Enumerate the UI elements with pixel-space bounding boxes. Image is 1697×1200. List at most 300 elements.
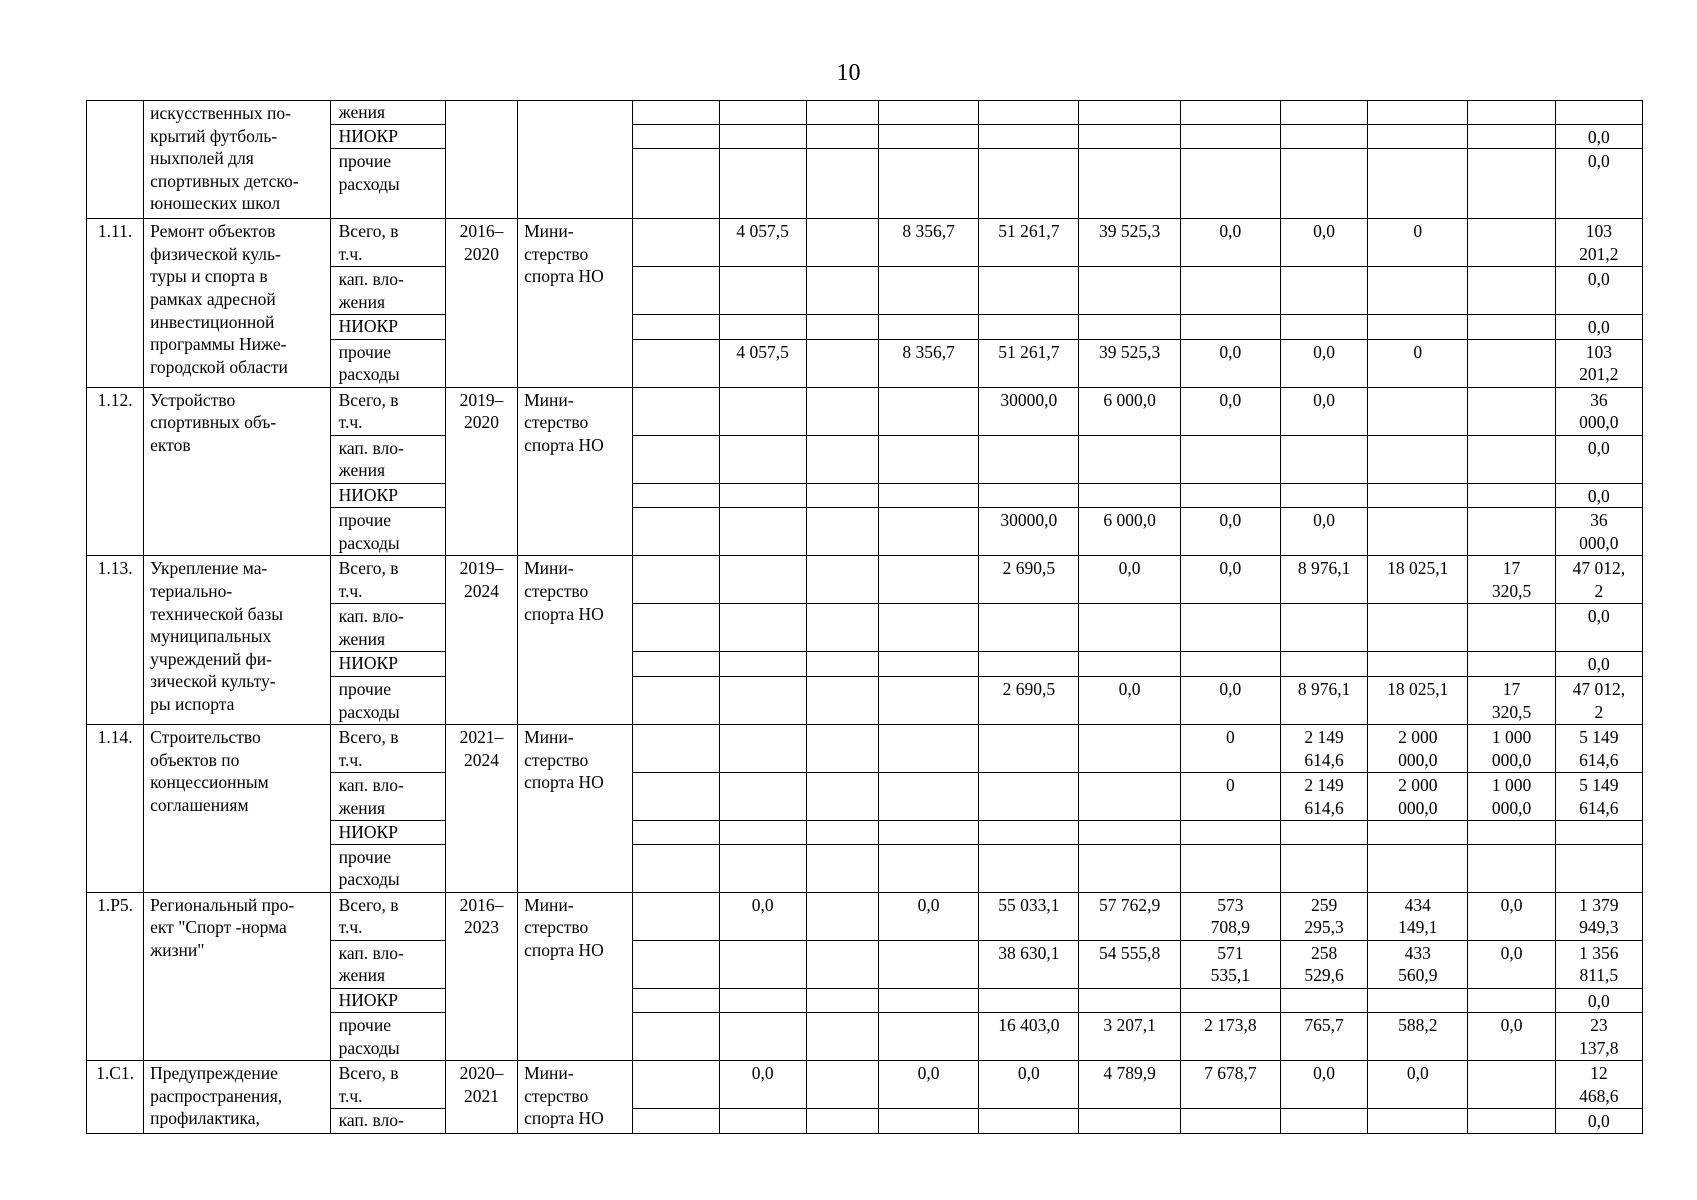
value-cell bbox=[979, 988, 1079, 1013]
value-cell: 0 bbox=[1180, 724, 1280, 772]
value-cell: 0,0 bbox=[719, 892, 806, 940]
value-cell bbox=[1468, 604, 1555, 652]
row-years: 2016– 2020 bbox=[445, 219, 517, 388]
value-cell: 8 976,1 bbox=[1280, 676, 1367, 724]
row-category: кап. вло- жения bbox=[330, 772, 445, 820]
value-cell bbox=[1468, 820, 1555, 844]
value-cell bbox=[1180, 124, 1280, 149]
value-cell bbox=[806, 892, 878, 940]
row-years: 2020– 2021 bbox=[445, 1061, 517, 1134]
value-cell bbox=[719, 124, 806, 149]
row-category: Всего, в т.ч. bbox=[330, 556, 445, 604]
value-cell bbox=[1280, 315, 1367, 340]
value-cell: 2 000 000,0 bbox=[1368, 772, 1468, 820]
row-category: жения bbox=[330, 101, 445, 125]
value-cell bbox=[1079, 267, 1180, 315]
value-cell bbox=[1180, 483, 1280, 508]
row-name: Устройство спортивных объ- ектов bbox=[144, 387, 330, 556]
row-executor: Мини- стерство спорта НО bbox=[518, 219, 633, 388]
row-years bbox=[445, 101, 517, 219]
value-cell bbox=[878, 604, 978, 652]
value-cell: 8 356,7 bbox=[878, 339, 978, 387]
value-cell: 18 025,1 bbox=[1368, 676, 1468, 724]
value-cell bbox=[979, 772, 1079, 820]
row-name: искусственных по- крытий футболь- ныхполей для спортивных детско- юношеских школ bbox=[144, 101, 330, 219]
value-cell bbox=[806, 124, 878, 149]
row-code bbox=[87, 101, 144, 219]
table-row bbox=[87, 387, 1643, 435]
value-cell bbox=[1079, 101, 1180, 125]
value-cell bbox=[633, 339, 719, 387]
value-cell bbox=[719, 1109, 806, 1134]
value-cell: 0,0 bbox=[1180, 219, 1280, 267]
row-category: кап. вло- жения bbox=[330, 267, 445, 315]
value-cell bbox=[719, 508, 806, 556]
value-cell: 30000,0 bbox=[979, 387, 1079, 435]
value-cell bbox=[633, 435, 719, 483]
value-cell bbox=[1468, 483, 1555, 508]
value-cell bbox=[979, 724, 1079, 772]
value-cell: 18 025,1 bbox=[1368, 556, 1468, 604]
value-cell bbox=[1468, 124, 1555, 149]
value-cell: 0,0 bbox=[979, 1061, 1079, 1109]
value-cell: 573 708,9 bbox=[1180, 892, 1280, 940]
value-cell bbox=[878, 315, 978, 340]
value-cell bbox=[878, 1013, 978, 1061]
value-cell bbox=[1368, 604, 1468, 652]
value-cell bbox=[1368, 387, 1468, 435]
value-cell bbox=[633, 652, 719, 677]
value-cell bbox=[1180, 101, 1280, 125]
row-executor bbox=[518, 101, 633, 219]
value-cell bbox=[1468, 988, 1555, 1013]
value-cell bbox=[719, 435, 806, 483]
value-cell bbox=[633, 820, 719, 844]
value-cell: 0 bbox=[1368, 219, 1468, 267]
value-cell: 8 356,7 bbox=[878, 219, 978, 267]
value-cell: 0,0 bbox=[1555, 435, 1642, 483]
value-cell bbox=[806, 604, 878, 652]
value-cell bbox=[633, 988, 719, 1013]
value-cell bbox=[633, 940, 719, 988]
value-cell: 0,0 bbox=[878, 892, 978, 940]
value-cell bbox=[1079, 844, 1180, 892]
value-cell bbox=[878, 508, 978, 556]
value-cell: 38 630,1 bbox=[979, 940, 1079, 988]
value-cell: 1 356 811,5 bbox=[1555, 940, 1642, 988]
value-cell bbox=[1079, 1109, 1180, 1134]
value-cell: 7 678,7 bbox=[1180, 1061, 1280, 1109]
value-cell bbox=[633, 1061, 719, 1109]
value-cell bbox=[633, 772, 719, 820]
value-cell bbox=[979, 1109, 1079, 1134]
value-cell: 0,0 bbox=[1280, 1061, 1367, 1109]
value-cell bbox=[1280, 267, 1367, 315]
value-cell bbox=[719, 101, 806, 125]
value-cell: 2 000 000,0 bbox=[1368, 724, 1468, 772]
value-cell: 16 403,0 bbox=[979, 1013, 1079, 1061]
value-cell bbox=[1079, 149, 1180, 219]
value-cell bbox=[1368, 315, 1468, 340]
value-cell bbox=[806, 1061, 878, 1109]
value-cell bbox=[633, 315, 719, 340]
value-cell bbox=[806, 149, 878, 219]
row-code: 1.11. bbox=[87, 219, 144, 388]
value-cell bbox=[633, 101, 719, 125]
value-cell bbox=[979, 483, 1079, 508]
value-cell bbox=[979, 315, 1079, 340]
value-cell: 4 057,5 bbox=[719, 339, 806, 387]
row-executor: Мини- стерство спорта НО bbox=[518, 387, 633, 556]
value-cell: 36 000,0 bbox=[1555, 508, 1642, 556]
value-cell: 36 000,0 bbox=[1555, 387, 1642, 435]
row-category: прочие расходы bbox=[330, 1013, 445, 1061]
value-cell: 0,0 bbox=[1555, 315, 1642, 340]
value-cell bbox=[806, 988, 878, 1013]
value-cell: 2 690,5 bbox=[979, 556, 1079, 604]
value-cell bbox=[1555, 101, 1642, 125]
value-cell: 47 012, 2 bbox=[1555, 676, 1642, 724]
row-name: Укрепление ма- териально- технической базы муниципальных учреждений фи- зической культу- ры испорта bbox=[144, 556, 330, 725]
row-years: 2019– 2024 bbox=[445, 556, 517, 725]
value-cell: 0,0 bbox=[1555, 267, 1642, 315]
table-row bbox=[87, 1061, 1643, 1109]
row-category: кап. вло- жения bbox=[330, 604, 445, 652]
value-cell bbox=[1079, 315, 1180, 340]
value-cell: 0,0 bbox=[1468, 940, 1555, 988]
value-cell bbox=[719, 724, 806, 772]
value-cell bbox=[1079, 724, 1180, 772]
value-cell bbox=[1468, 1061, 1555, 1109]
value-cell bbox=[1079, 772, 1180, 820]
value-cell: 1 000 000,0 bbox=[1468, 772, 1555, 820]
value-cell bbox=[1280, 652, 1367, 677]
value-cell: 765,7 bbox=[1280, 1013, 1367, 1061]
value-cell: 0,0 bbox=[878, 1061, 978, 1109]
row-category: НИОКР bbox=[330, 820, 445, 844]
table-row bbox=[87, 219, 1643, 267]
value-cell bbox=[633, 892, 719, 940]
row-code: 1.P5. bbox=[87, 892, 144, 1061]
value-cell bbox=[1280, 149, 1367, 219]
value-cell: 571 535,1 bbox=[1180, 940, 1280, 988]
table-row bbox=[87, 892, 1643, 940]
value-cell bbox=[1280, 820, 1367, 844]
row-category: Всего, в т.ч. bbox=[330, 219, 445, 267]
value-cell bbox=[878, 483, 978, 508]
value-cell bbox=[1468, 844, 1555, 892]
value-cell bbox=[719, 772, 806, 820]
value-cell bbox=[979, 149, 1079, 219]
value-cell: 0,0 bbox=[1280, 219, 1367, 267]
value-cell: 0,0 bbox=[1555, 149, 1642, 219]
value-cell bbox=[806, 1109, 878, 1134]
value-cell bbox=[1280, 604, 1367, 652]
row-code: 1.13. bbox=[87, 556, 144, 725]
value-cell: 0,0 bbox=[1180, 387, 1280, 435]
value-cell: 434 149,1 bbox=[1368, 892, 1468, 940]
value-cell: 0,0 bbox=[1180, 508, 1280, 556]
value-cell: 51 261,7 bbox=[979, 339, 1079, 387]
row-executor: Мини- стерство спорта НО bbox=[518, 556, 633, 725]
row-category: прочие расходы bbox=[330, 149, 445, 219]
value-cell bbox=[719, 149, 806, 219]
row-years: 2019– 2020 bbox=[445, 387, 517, 556]
value-cell bbox=[1468, 387, 1555, 435]
value-cell bbox=[1079, 652, 1180, 677]
value-cell: 30000,0 bbox=[979, 508, 1079, 556]
page-number: 10 bbox=[836, 60, 861, 86]
value-cell bbox=[1079, 483, 1180, 508]
value-cell bbox=[1468, 149, 1555, 219]
value-cell: 0,0 bbox=[1180, 339, 1280, 387]
value-cell bbox=[878, 724, 978, 772]
value-cell: 0,0 bbox=[1555, 483, 1642, 508]
value-cell: 0,0 bbox=[1555, 1109, 1642, 1134]
value-cell bbox=[806, 219, 878, 267]
value-cell bbox=[633, 387, 719, 435]
value-cell bbox=[719, 604, 806, 652]
value-cell bbox=[633, 844, 719, 892]
value-cell bbox=[1368, 1109, 1468, 1134]
value-cell: 3 207,1 bbox=[1079, 1013, 1180, 1061]
value-cell bbox=[979, 435, 1079, 483]
row-category: Всего, в т.ч. bbox=[330, 724, 445, 772]
value-cell bbox=[719, 387, 806, 435]
row-category: Всего, в т.ч. bbox=[330, 1061, 445, 1109]
value-cell bbox=[1079, 435, 1180, 483]
value-cell bbox=[1079, 124, 1180, 149]
row-category: НИОКР bbox=[330, 315, 445, 340]
value-cell bbox=[1368, 508, 1468, 556]
value-cell bbox=[633, 1013, 719, 1061]
value-cell: 0,0 bbox=[1280, 508, 1367, 556]
value-cell: 0,0 bbox=[1555, 604, 1642, 652]
row-executor: Мини- стерство спорта НО bbox=[518, 724, 633, 892]
value-cell bbox=[1368, 652, 1468, 677]
row-category: прочие расходы bbox=[330, 844, 445, 892]
value-cell bbox=[806, 772, 878, 820]
value-cell: 57 762,9 bbox=[1079, 892, 1180, 940]
value-cell: 103 201,2 bbox=[1555, 219, 1642, 267]
value-cell: 0,0 bbox=[1555, 652, 1642, 677]
value-cell: 4 057,5 bbox=[719, 219, 806, 267]
value-cell bbox=[878, 772, 978, 820]
row-category: НИОКР bbox=[330, 124, 445, 149]
value-cell bbox=[719, 676, 806, 724]
value-cell bbox=[1368, 435, 1468, 483]
value-cell: 433 560,9 bbox=[1368, 940, 1468, 988]
value-cell bbox=[1468, 1109, 1555, 1134]
value-cell bbox=[878, 149, 978, 219]
value-cell bbox=[878, 940, 978, 988]
value-cell bbox=[1180, 149, 1280, 219]
value-cell bbox=[633, 149, 719, 219]
value-cell bbox=[719, 1013, 806, 1061]
value-cell bbox=[1368, 124, 1468, 149]
value-cell bbox=[979, 652, 1079, 677]
value-cell bbox=[878, 820, 978, 844]
table-row bbox=[87, 556, 1643, 604]
row-category: кап. вло- жения bbox=[330, 940, 445, 988]
value-cell: 17 320,5 bbox=[1468, 676, 1555, 724]
value-cell bbox=[806, 339, 878, 387]
row-category: НИОКР bbox=[330, 988, 445, 1013]
value-cell bbox=[806, 940, 878, 988]
value-cell bbox=[806, 1013, 878, 1061]
row-category: кап. вло- bbox=[330, 1109, 445, 1134]
value-cell bbox=[1079, 988, 1180, 1013]
row-category: Всего, в т.ч. bbox=[330, 892, 445, 940]
value-cell bbox=[878, 435, 978, 483]
value-cell: 54 555,8 bbox=[1079, 940, 1180, 988]
row-name: Региональный про- ект "Спорт -норма жизни" bbox=[144, 892, 330, 1061]
value-cell: 258 529,6 bbox=[1280, 940, 1367, 988]
value-cell bbox=[806, 435, 878, 483]
value-cell bbox=[633, 724, 719, 772]
value-cell bbox=[806, 820, 878, 844]
value-cell bbox=[719, 483, 806, 508]
value-cell: 103 201,2 bbox=[1555, 339, 1642, 387]
value-cell: 2 173,8 bbox=[1180, 1013, 1280, 1061]
value-cell bbox=[878, 556, 978, 604]
row-name: Строительство объектов по концессионным соглашениям bbox=[144, 724, 330, 892]
value-cell bbox=[719, 267, 806, 315]
value-cell bbox=[1368, 267, 1468, 315]
value-cell bbox=[1280, 124, 1367, 149]
value-cell: 4 789,9 bbox=[1079, 1061, 1180, 1109]
value-cell bbox=[1280, 483, 1367, 508]
row-category: кап. вло- жения bbox=[330, 435, 445, 483]
value-cell bbox=[806, 315, 878, 340]
value-cell bbox=[633, 676, 719, 724]
row-code: 1.14. bbox=[87, 724, 144, 892]
value-cell bbox=[1555, 820, 1642, 844]
value-cell bbox=[806, 101, 878, 125]
value-cell: 8 976,1 bbox=[1280, 556, 1367, 604]
value-cell bbox=[633, 483, 719, 508]
value-cell: 2 149 614,6 bbox=[1280, 772, 1367, 820]
value-cell bbox=[1180, 315, 1280, 340]
value-cell: 1 379 949,3 bbox=[1555, 892, 1642, 940]
value-cell: 55 033,1 bbox=[979, 892, 1079, 940]
value-cell bbox=[1368, 149, 1468, 219]
value-cell bbox=[878, 652, 978, 677]
value-cell bbox=[1368, 988, 1468, 1013]
value-cell: 0 bbox=[1368, 339, 1468, 387]
value-cell: 0,0 bbox=[1079, 556, 1180, 604]
value-cell bbox=[719, 652, 806, 677]
value-cell bbox=[878, 267, 978, 315]
value-cell bbox=[878, 124, 978, 149]
value-cell bbox=[806, 267, 878, 315]
value-cell: 0,0 bbox=[1280, 387, 1367, 435]
value-cell: 17 320,5 bbox=[1468, 556, 1555, 604]
table-body bbox=[87, 101, 1643, 1134]
value-cell: 0,0 bbox=[1555, 988, 1642, 1013]
value-cell: 39 525,3 bbox=[1079, 339, 1180, 387]
value-cell: 0,0 bbox=[1368, 1061, 1468, 1109]
row-years: 2016– 2023 bbox=[445, 892, 517, 1061]
value-cell bbox=[719, 556, 806, 604]
table-row bbox=[87, 101, 1643, 125]
value-cell bbox=[633, 219, 719, 267]
value-cell bbox=[1180, 844, 1280, 892]
value-cell bbox=[878, 1109, 978, 1134]
value-cell bbox=[1368, 844, 1468, 892]
value-cell bbox=[806, 387, 878, 435]
row-category: прочие расходы bbox=[330, 508, 445, 556]
value-cell: 0,0 bbox=[1180, 676, 1280, 724]
value-cell bbox=[1368, 101, 1468, 125]
row-years: 2021– 2024 bbox=[445, 724, 517, 892]
value-cell bbox=[719, 988, 806, 1013]
value-cell bbox=[878, 988, 978, 1013]
value-cell bbox=[633, 124, 719, 149]
value-cell: 0,0 bbox=[719, 1061, 806, 1109]
row-category: прочие расходы bbox=[330, 676, 445, 724]
value-cell bbox=[1180, 604, 1280, 652]
value-cell bbox=[979, 604, 1079, 652]
value-cell: 259 295,3 bbox=[1280, 892, 1367, 940]
value-cell: 0,0 bbox=[1555, 124, 1642, 149]
value-cell bbox=[806, 844, 878, 892]
budget-table bbox=[86, 100, 1643, 1134]
value-cell bbox=[979, 101, 1079, 125]
value-cell: 588,2 bbox=[1368, 1013, 1468, 1061]
value-cell bbox=[1468, 435, 1555, 483]
value-cell bbox=[1180, 820, 1280, 844]
value-cell bbox=[878, 676, 978, 724]
value-cell bbox=[878, 844, 978, 892]
value-cell bbox=[1280, 101, 1367, 125]
value-cell bbox=[806, 508, 878, 556]
value-cell: 47 012, 2 bbox=[1555, 556, 1642, 604]
row-category: прочие расходы bbox=[330, 339, 445, 387]
value-cell: 6 000,0 bbox=[1079, 508, 1180, 556]
value-cell: 5 149 614,6 bbox=[1555, 724, 1642, 772]
value-cell: 2 149 614,6 bbox=[1280, 724, 1367, 772]
value-cell bbox=[1368, 483, 1468, 508]
value-cell bbox=[878, 101, 978, 125]
value-cell: 0,0 bbox=[1280, 339, 1367, 387]
row-category: НИОКР bbox=[330, 652, 445, 677]
value-cell bbox=[719, 820, 806, 844]
value-cell: 12 468,6 bbox=[1555, 1061, 1642, 1109]
value-cell bbox=[979, 267, 1079, 315]
value-cell bbox=[1280, 1109, 1367, 1134]
value-cell: 51 261,7 bbox=[979, 219, 1079, 267]
row-name: Ремонт объектов физической куль- туры и спорта в рамках адресной инвестиционной программы Ниже- городской области bbox=[144, 219, 330, 388]
value-cell bbox=[1468, 315, 1555, 340]
row-code: 1.C1. bbox=[87, 1061, 144, 1134]
value-cell bbox=[1180, 435, 1280, 483]
value-cell bbox=[1468, 101, 1555, 125]
value-cell bbox=[633, 604, 719, 652]
value-cell bbox=[1555, 844, 1642, 892]
value-cell bbox=[1280, 844, 1367, 892]
row-category: НИОКР bbox=[330, 483, 445, 508]
row-executor: Мини- стерство спорта НО bbox=[518, 892, 633, 1061]
value-cell bbox=[1079, 604, 1180, 652]
value-cell: 39 525,3 bbox=[1079, 219, 1180, 267]
row-executor: Мини- стерство спорта НО bbox=[518, 1061, 633, 1134]
value-cell: 0,0 bbox=[1468, 1013, 1555, 1061]
value-cell bbox=[1468, 652, 1555, 677]
row-category: Всего, в т.ч. bbox=[330, 387, 445, 435]
value-cell bbox=[979, 820, 1079, 844]
value-cell: 5 149 614,6 bbox=[1555, 772, 1642, 820]
